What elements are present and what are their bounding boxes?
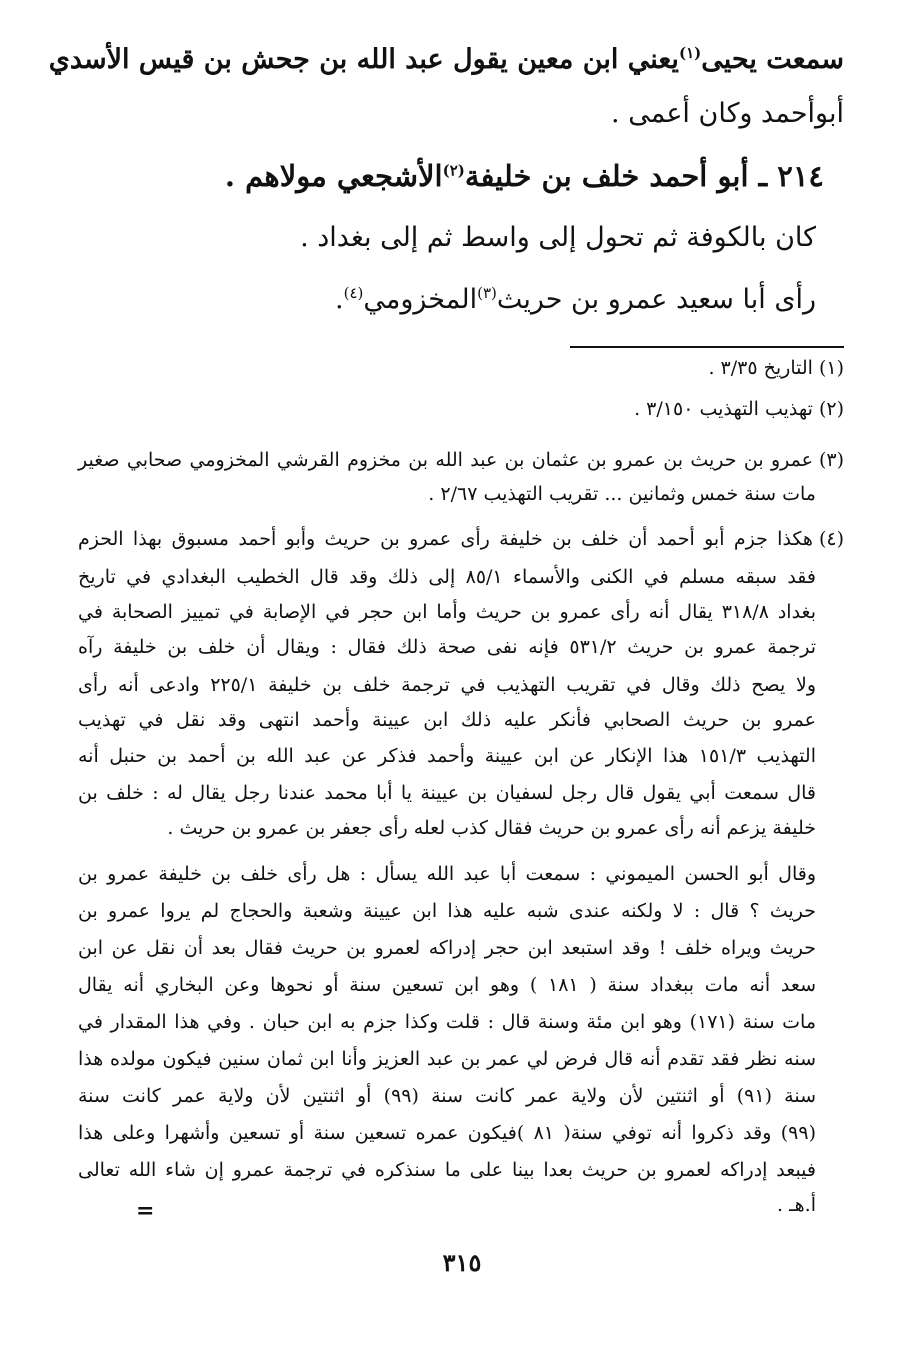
footnote-4-line-18: فيبعد إدراكه لعمرو بن حريث بعدا بينا على ما سنذكره في ترجمة عمرو إن شاء الله تعالى [78,1159,816,1181]
main-text-line-2: أبوأحمد وكان أعمى . [611,98,844,129]
entry-heading-rest: الأشجعي مولاهم . [224,159,443,193]
footnote-2-number: (٢) [818,398,844,420]
footnote-4-line-16: سنة (٩١) أو اثنتين لأن ولاية عمر كانت سنة (٩٩) أو اثنتين لأن ولاية عمر كانت سنة [78,1085,816,1107]
footnote-4-line-11: حريث ؟ قال : لا ولكنه عندى شبه عليه هذا ابن عيينة وشعبة والحجاج لم يروا عمرو بن [78,900,816,922]
footnote-1 [708,356,844,381]
footnote-4-line-10: وقال أبو الحسن الميموني : سمعت أبا عبد الله يسأل : هل رأى خلف بن خليفة عمرو بن [78,863,816,885]
footnote-2 [634,397,844,422]
footnote-3-line-2: مات سنة خمس وثمانين ... تقريب التهذيب ٢/٦٧ . [428,483,816,505]
footnote-4-line-17: (٩٩) وقد ذكروا أنه توفي سنة( ٨١ )فيكون عمره تسعين سنة أو تسعين وأشهرا وعلى هذا [78,1122,816,1144]
footnote-4-text-1: هكذا جزم أبو أحمد أن خلف بن خليفة رأى عمرو بن حريث وأبو أحمد مسبوق بهذا الحزم [78,528,813,550]
entry-heading [225,158,824,196]
footnote-ref-3: (٣) [477,284,497,302]
footnote-4-line-5: ولا يصح ذلك وقال في تقريب التهذيب في ترجمة خلف بن خليفة ٢٢٥/١ وادعى أنه رأى [78,674,816,696]
entry-heading-start: ٢١٤ ـ أبو أحمد خلف بن خليفة [464,159,824,193]
footnote-4-line-1 [78,527,844,552]
footnote-4-line-15: سنه نظر فقد تقدم أنه قال فرض لي عمر بن عبد العزيز وأنا ابن ثمان سنين فيكون مولده هذا [78,1048,816,1070]
continuation-mark: = [136,1198,155,1224]
footnote-4-number: (٤) [818,528,844,550]
footnote-3-line-1 [78,448,844,473]
main-text-line-1-start: سمعت يحيى [701,44,844,75]
footnote-4-line-4: ترجمة عمرو بن حريث ٥٣١/٢ فإنه نفى صحة ذلك فقال : ويقال أن خلف بن خليفة رآه [78,636,816,658]
main-text-line-5-end: . [335,284,344,315]
main-text-line-1 [49,42,844,77]
footnote-4-line-12: حريث ويراه خلف ! وقد استبعد ابن حجر إدراكه لعمرو بن حريث فقال بعد أن نقل عن ابن [78,937,816,959]
footnote-3-number: (٣) [818,449,844,471]
footnote-1-text: التاريخ ٣/٣٥ . [708,357,813,379]
main-text-line-5 [335,282,816,317]
footnote-separator [570,346,844,348]
page-number: ٣١٥ [442,1248,482,1277]
main-text-line-1-rest: يعني ابن معين يقول عبد الله بن جحش بن قيس الأسدي [48,44,679,75]
footnote-ref-4: (٤) [343,284,364,302]
footnote-4-line-19: أ.هـ . [777,1194,816,1216]
footnote-4-line-8: قال سمعت أبي يقول قال رجل لسفيان بن عيينة يا أبا محمد عندنا رجل يقال له : خلف بن [78,782,816,804]
footnote-4-line-7: التهذيب ١٥١/٣ هذا الإنكار عن ابن عيينة وأحمد فذكر عن عبد الله بن أحمد بن حنبل أنه [78,745,816,767]
footnote-ref-2: (٢) [442,161,465,180]
footnote-ref-1: (١) [678,44,702,62]
main-text-line-4: كان بالكوفة ثم تحول إلى واسط ثم إلى بغداد . [300,222,816,253]
footnote-4-line-13: سعد أنه مات ببغداد سنة ( ١٨١ ) وهو ابن تسعين سنة أو نحوها وعن البخاري أنه يقال [78,974,816,996]
footnote-4-line-3: بغداد ٣١٨/٨ يقال أنه رأى عمرو بن حريث وأما ابن حجر في الإصابة في تمييز الصحابة في [78,601,817,623]
footnote-4-line-6: عمرو بن حريث الصحابي فأنكر عليه ذلك ابن عيينة وأحمد انتهى وقد نقل في تهذيب [78,709,816,731]
main-text-line-5-start: رأى أبا سعيد عمرو بن حريث [496,284,816,315]
footnote-1-number: (١) [818,357,844,379]
footnote-4-line-2: فقد سبقه مسلم في الكنى والأسماء ٨٥/١ إلى ذلك وقد قال الخطيب البغدادي في تاريخ [78,566,816,588]
footnote-4-line-14: مات سنة (١٧١) وهو ابن مئة وسنة قال : قلت وكذا جزم به ابن حبان . وفي هذا المقدار في [78,1011,817,1033]
footnote-3-text-1: عمرو بن حريث بن عمرو بن عثمان بن عبد الله بن مخزوم القرشي المخزومي صحابي صغير [78,449,813,471]
footnote-4-line-9: خليفة يزعم أنه رأى عمرو بن حريث فقال كذب لعله رأى جعفر بن عمرو بن حريث . [167,817,816,839]
footnote-2-text: تهذيب التهذيب ٣/١٥٠ . [634,398,813,420]
main-text-line-5-mid: المخزومي [363,284,478,315]
